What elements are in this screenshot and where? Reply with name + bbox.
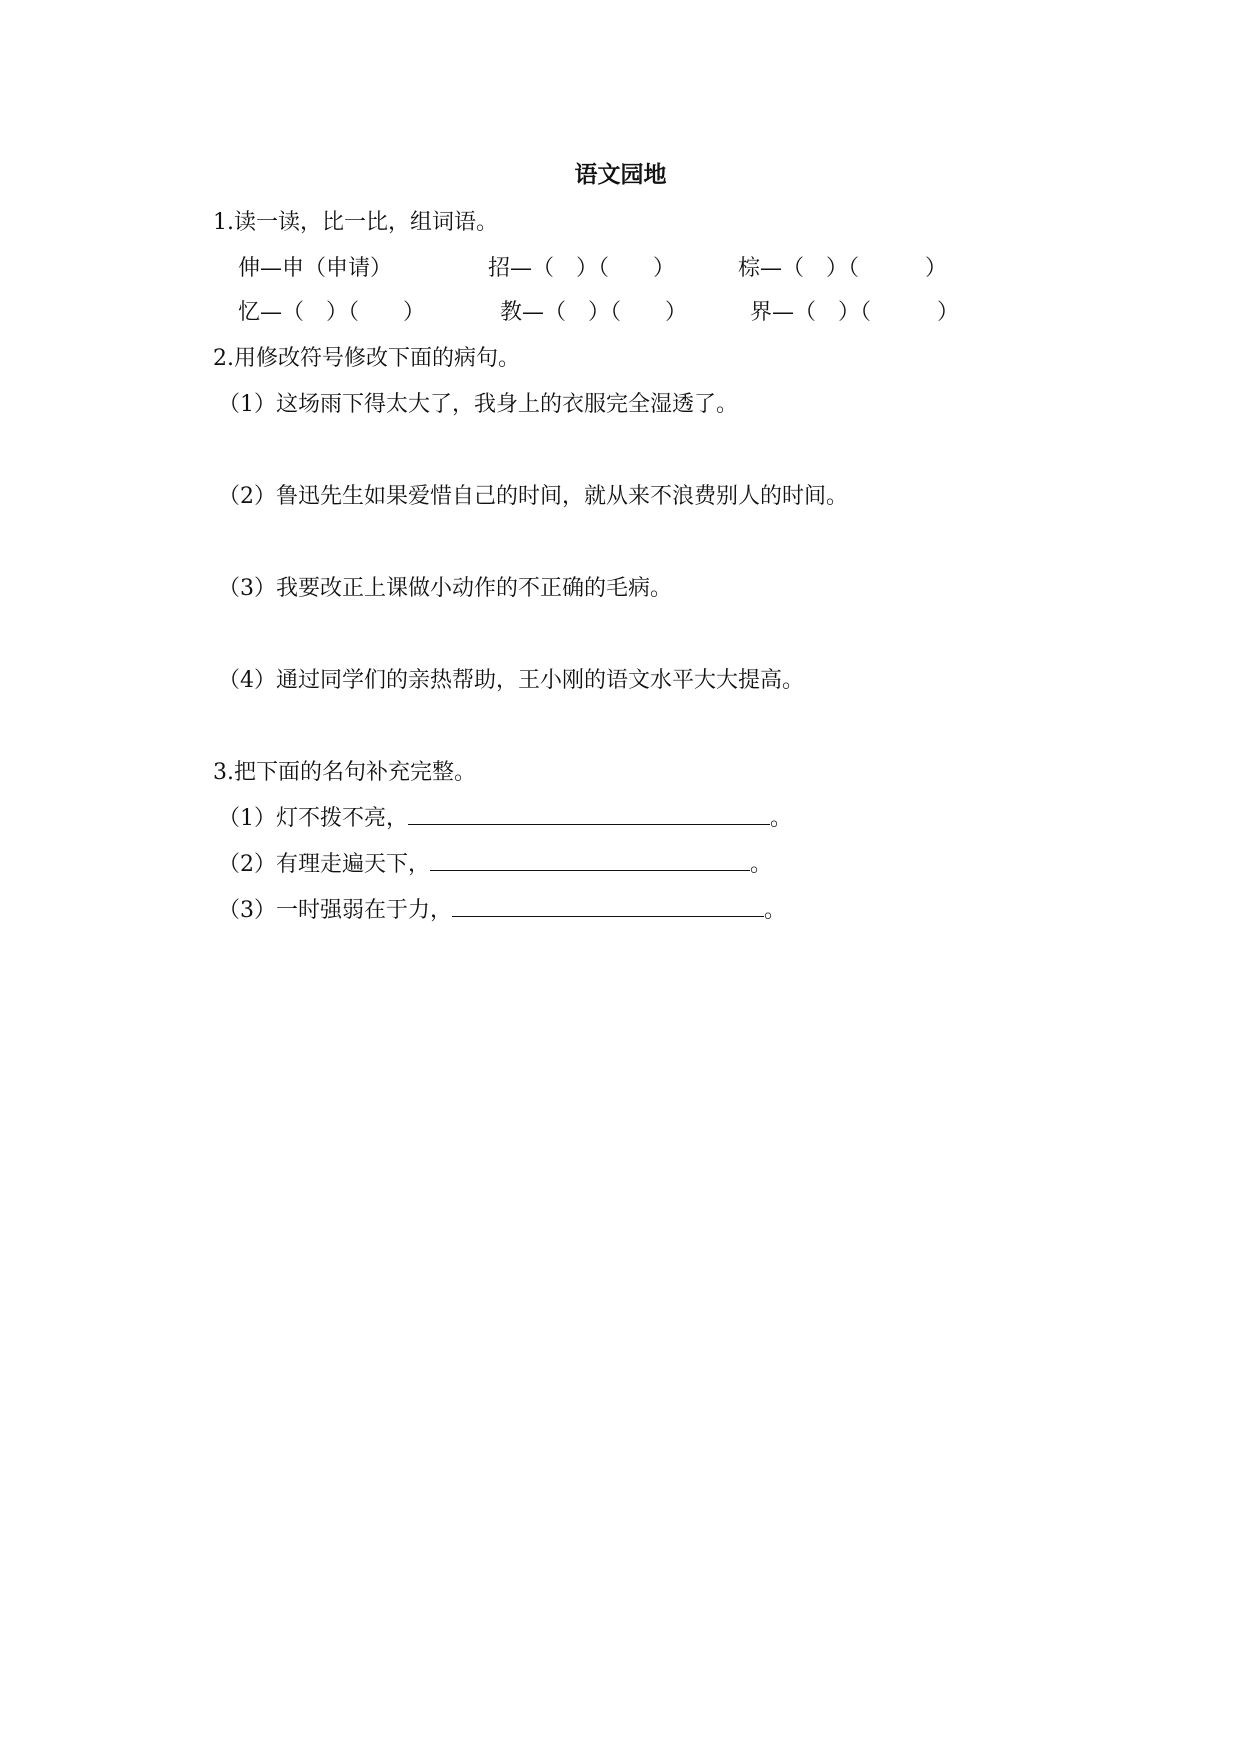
q2-sentence-3: （3）我要改正上课做小动作的不正确的毛病。 [218, 576, 672, 601]
q2-sentence-4: （4）通过同学们的亲热帮助，王小刚的语文水平大大提高。 [218, 668, 804, 693]
q1-row1-item2: 招—（ ）（ ） [488, 256, 676, 281]
page-title: 语文园地 [574, 162, 667, 188]
q3-line-2-blank[interactable] [430, 850, 750, 871]
q2-heading: 2.用修改符号修改下面的病句。 [213, 346, 520, 371]
q3-line-1 [218, 804, 792, 834]
q3-line-3-blank[interactable] [452, 896, 764, 917]
q1-row2-item3: 界—（ ）（ ） [750, 300, 960, 325]
q1-row1-item1: 伸—申（申请） [238, 256, 393, 281]
q3-line-1-prompt: （1）灯不拨不亮， [218, 806, 408, 831]
q3-line-3-end: 。 [764, 898, 787, 923]
q3-line-1-blank[interactable] [408, 804, 770, 825]
q2-sentence-2: （2）鲁迅先生如果爱惜自己的时间，就从来不浪费别人的时间。 [218, 484, 848, 509]
q1-row2-item1: 忆—（ ）（ ） [238, 300, 426, 325]
q3-line-2 [218, 850, 772, 880]
q1-heading: 1.读一读，比一比，组词语。 [213, 210, 498, 235]
q1-row1-item3: 棕—（ ）（ ） [738, 256, 948, 281]
q1-row2-item2: 教—（ ）（ ） [500, 300, 688, 325]
q3-line-2-end: 。 [750, 852, 773, 877]
q3-heading: 3.把下面的名句补充完整。 [213, 760, 476, 785]
q2-sentence-1: （1）这场雨下得太大了，我身上的衣服完全湿透了。 [218, 392, 738, 417]
q3-line-3-prompt: （3）一时强弱在于力， [218, 898, 452, 923]
q3-line-3 [218, 896, 786, 926]
q3-line-2-prompt: （2）有理走遍天下， [218, 852, 430, 877]
q3-line-1-end: 。 [770, 806, 793, 831]
